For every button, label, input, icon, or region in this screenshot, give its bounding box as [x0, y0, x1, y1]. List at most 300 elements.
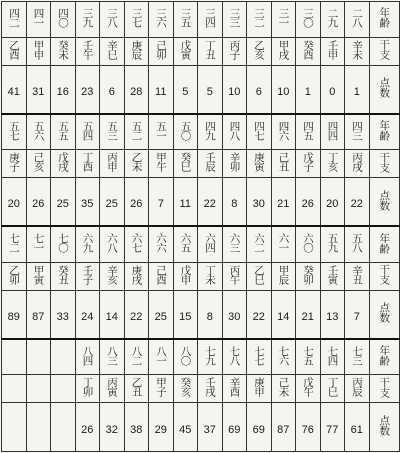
kanshi-cell: [247, 375, 272, 403]
kanshi-value: 壬申: [326, 39, 339, 59]
score-cell: [173, 65, 198, 114]
kanshi-value: 丁亥: [326, 152, 339, 172]
age-cell: [51, 2, 76, 38]
age-cell: [124, 226, 149, 262]
score-value: 38: [130, 423, 143, 436]
age-cell: [247, 2, 272, 38]
kanshi-cell: [149, 150, 174, 178]
score-value: 8: [206, 310, 213, 323]
age-value: 五九: [326, 233, 339, 253]
score-cell: [320, 178, 345, 227]
row-label-cell: [369, 114, 399, 150]
age-value: 五三: [106, 120, 118, 140]
age-cell: [271, 339, 296, 375]
kanshi-cell: [149, 262, 174, 290]
age-value: 三六: [155, 7, 167, 27]
kanshi-value: 壬辰: [204, 152, 216, 172]
kanshi-cell: [149, 37, 174, 65]
age-value: 七六: [277, 345, 290, 365]
kanshi-cell: [51, 150, 76, 178]
row-label-cell: [369, 178, 399, 227]
kanshi-cell: [198, 37, 223, 65]
score-cell: [271, 178, 296, 227]
age-value: 三七: [130, 7, 143, 27]
kanshi-value: 丁未: [204, 264, 216, 284]
kanshi-cell: [149, 375, 174, 403]
age-cell: [198, 226, 223, 262]
score-cell: [51, 178, 76, 227]
kanshi-value: 甲午: [155, 152, 167, 172]
kanshi-value: 丙子: [228, 39, 241, 59]
score-value: 22: [130, 310, 143, 323]
score-cell: [124, 65, 149, 114]
score-value: 1: [353, 85, 360, 98]
score-cell: [198, 178, 223, 227]
age-value: 四四: [326, 120, 339, 140]
kanshi-cell: [271, 262, 296, 290]
section-1-kanshi-row: [2, 37, 400, 65]
age-value: 六〇: [302, 233, 314, 253]
age-value: 四八: [228, 120, 241, 140]
age-cell: [271, 226, 296, 262]
kanshi-cell: [124, 37, 149, 65]
kanshi-cell: [173, 375, 198, 403]
age-cell: [75, 226, 100, 262]
score-value: 28: [130, 85, 143, 98]
age-cell: [320, 2, 345, 38]
age-value: 三〇: [302, 7, 314, 27]
score-value: 69: [228, 423, 241, 436]
kanshi-value: 乙卯: [8, 264, 20, 284]
kanshi-value: 甲戌: [277, 39, 290, 59]
empty-cell: [51, 403, 76, 452]
score-cell: [75, 290, 100, 339]
kanshi-cell: [320, 150, 345, 178]
age-cell: [51, 226, 76, 262]
score-value: 14: [105, 310, 118, 323]
kanshi-cell: [51, 262, 76, 290]
kanshi-value: 甲寅: [32, 264, 45, 284]
age-value: 六二: [253, 233, 265, 253]
score-cell: [222, 65, 247, 114]
age-cell: [100, 2, 125, 38]
score-cell: [247, 65, 272, 114]
score-value: 1: [304, 85, 311, 98]
score-value: 61: [350, 423, 363, 436]
row-label-age: 年齢: [378, 345, 391, 367]
age-cell: [26, 226, 51, 262]
age-cell: [75, 339, 100, 375]
score-value: 5: [182, 85, 189, 98]
kanshi-value: 癸丑: [57, 264, 69, 284]
score-cell: [100, 290, 125, 339]
score-cell: [345, 65, 370, 114]
age-cell: [222, 339, 247, 375]
age-value: 四七: [253, 120, 265, 140]
kanshi-value: 癸酉: [302, 39, 314, 59]
kanshi-cell: [247, 262, 272, 290]
kanshi-value: 乙丑: [130, 377, 143, 397]
kanshi-value: 己未: [277, 377, 290, 397]
kanshi-value: 戊戌: [57, 152, 69, 172]
kanshi-value: 癸巳: [179, 152, 192, 172]
age-value: 四〇: [57, 7, 69, 27]
row-label-score: 点数: [378, 302, 391, 324]
kanshi-value: 戊子: [302, 152, 314, 172]
age-cell: [149, 226, 174, 262]
age-cell: [124, 2, 149, 38]
kanshi-value: 辛丑: [351, 264, 363, 284]
row-label-cell: [369, 37, 399, 65]
empty-cell: [26, 403, 51, 452]
age-value: 四二: [8, 7, 20, 27]
row-label-cell: [369, 339, 399, 375]
score-value: 29: [154, 423, 167, 436]
score-cell: [296, 178, 321, 227]
score-value: 6: [108, 85, 115, 98]
age-value: 六八: [106, 233, 118, 253]
kanshi-cell: [100, 150, 125, 178]
kanshi-value: 壬戌: [204, 377, 216, 397]
kanshi-cell: [345, 150, 370, 178]
row-label-score: 点数: [378, 77, 391, 99]
age-cell: [26, 2, 51, 38]
kanshi-value: 壬寅: [326, 264, 339, 284]
score-value: 11: [179, 198, 191, 211]
score-value: 37: [203, 423, 216, 436]
row-label-cell: [369, 375, 399, 403]
age-value: 四九: [204, 120, 216, 140]
kanshi-cell: [222, 150, 247, 178]
empty-cell: [51, 375, 76, 403]
score-cell: [124, 290, 149, 339]
kanshi-cell: [222, 262, 247, 290]
age-cell: [2, 114, 27, 150]
kanshi-cell: [75, 150, 100, 178]
age-cell: [247, 114, 272, 150]
kanshi-value: 壬午: [81, 39, 94, 59]
score-value: 30: [252, 198, 265, 211]
kanshi-value: 乙未: [130, 152, 143, 172]
score-value: 45: [179, 423, 192, 436]
age-value: 七九: [204, 345, 216, 365]
kanshi-cell: [75, 262, 100, 290]
age-cell: [124, 339, 149, 375]
kanshi-value: 乙酉: [8, 39, 20, 59]
score-value: 89: [7, 310, 20, 323]
age-value: 七〇: [57, 233, 69, 253]
age-value: 二九: [326, 7, 339, 27]
age-value: 七八: [228, 345, 241, 365]
kanshi-cell: [2, 262, 27, 290]
age-value: 三二: [253, 7, 265, 27]
kanshi-cell: [124, 150, 149, 178]
age-value: 三一: [277, 7, 290, 27]
age-value: 四一: [32, 7, 45, 27]
kanshi-value: 乙巳: [253, 264, 265, 284]
score-cell: [75, 65, 100, 114]
age-value: 七三: [351, 345, 363, 365]
score-value: 26: [130, 198, 143, 211]
age-cell: [100, 226, 125, 262]
score-value: 26: [32, 198, 45, 211]
age-cell: [100, 339, 125, 375]
score-value: 20: [7, 198, 20, 211]
kanshi-value: 壬子: [81, 264, 94, 284]
kanshi-value: 己酉: [155, 264, 167, 284]
row-label-score: 点数: [378, 189, 391, 211]
age-cell: [75, 114, 100, 150]
kanshi-cell: [247, 150, 272, 178]
kanshi-value: 丁卯: [81, 377, 94, 397]
age-cell: [271, 114, 296, 150]
empty-cell: [26, 375, 51, 403]
kanshi-cell: [198, 150, 223, 178]
kanshi-cell: [198, 375, 223, 403]
kanshi-cell: [320, 37, 345, 65]
age-cell: [2, 226, 27, 262]
score-value: 5: [206, 85, 213, 98]
kanshi-cell: [26, 150, 51, 178]
age-cell: [198, 114, 223, 150]
kanshi-cell: [296, 375, 321, 403]
age-cell: [149, 339, 174, 375]
age-value: 四五: [302, 120, 314, 140]
score-cell: [247, 403, 272, 452]
kanshi-cell: [345, 37, 370, 65]
score-cell: [222, 178, 247, 227]
section-2-ages-row: [2, 114, 400, 150]
age-cell: [296, 226, 321, 262]
section-4-ages-row: [2, 339, 400, 375]
score-cell: [100, 65, 125, 114]
kanshi-value: 丙午: [228, 264, 241, 284]
kanshi-cell: [198, 262, 223, 290]
age-cell: [222, 2, 247, 38]
age-cell: [100, 114, 125, 150]
kanshi-cell: [100, 375, 125, 403]
score-value: 25: [56, 198, 69, 211]
score-cell: [100, 403, 125, 452]
age-value: 八四: [81, 345, 94, 365]
row-label-score: 点数: [378, 415, 391, 437]
kanshi-cell: [271, 37, 296, 65]
kanshi-value: 甲子: [155, 377, 167, 397]
age-cell: [75, 2, 100, 38]
age-value: 七七: [253, 345, 265, 365]
score-cell: [149, 290, 174, 339]
age-value: 六四: [204, 233, 216, 253]
age-cell: [345, 339, 370, 375]
age-cell: [198, 339, 223, 375]
kanshi-cell: [320, 262, 345, 290]
age-value: 八〇: [179, 345, 192, 365]
age-value: 二八: [351, 7, 363, 27]
score-cell: [2, 65, 27, 114]
score-cell: [222, 403, 247, 452]
age-cell: [296, 114, 321, 150]
kanshi-value: 丙戌: [351, 152, 363, 172]
age-cell: [222, 114, 247, 150]
score-cell: [198, 403, 223, 452]
kanshi-cell: [51, 37, 76, 65]
score-cell: [296, 65, 321, 114]
kanshi-value: 乙亥: [253, 39, 265, 59]
section-2-kanshi-row: [2, 150, 400, 178]
age-cell: [271, 2, 296, 38]
score-cell: [296, 403, 321, 452]
score-value: 24: [81, 310, 94, 323]
age-value: 三三: [228, 7, 241, 27]
row-label-cell: [369, 262, 399, 290]
kanshi-value: 辛亥: [106, 264, 118, 284]
score-cell: [2, 178, 27, 227]
score-value: 7: [353, 310, 360, 323]
score-value: 6: [255, 85, 262, 98]
age-cell: [296, 339, 321, 375]
row-label-cell: [369, 150, 399, 178]
kanshi-value: 辛未: [351, 39, 363, 59]
score-value: 15: [179, 310, 192, 323]
age-value: 五五: [57, 120, 69, 140]
row-label-cell: [369, 403, 399, 452]
score-value: 23: [81, 85, 94, 98]
age-value: 五六: [32, 120, 45, 140]
kanshi-value: 戊午: [302, 377, 314, 397]
kanshi-value: 己丑: [277, 152, 290, 172]
score-cell: [149, 403, 174, 452]
score-value: 87: [277, 423, 290, 436]
score-cell: [173, 290, 198, 339]
kanshi-value: 癸卯: [302, 264, 314, 284]
score-cell: [320, 290, 345, 339]
age-cell: [149, 2, 174, 38]
score-cell: [271, 403, 296, 452]
age-value: 六六: [155, 233, 167, 253]
age-cell: [296, 2, 321, 38]
score-value: 30: [228, 310, 241, 323]
score-value: 35: [81, 198, 94, 211]
kanshi-cell: [345, 375, 370, 403]
score-value: 10: [277, 85, 290, 98]
age-cell: [173, 339, 198, 375]
row-label-cell: [369, 2, 399, 38]
score-value: 13: [326, 310, 339, 323]
row-label-kanshi: 干支: [378, 151, 391, 173]
kanshi-value: 辛酉: [228, 377, 241, 397]
score-cell: [51, 290, 76, 339]
kanshi-value: 戊寅: [179, 39, 192, 59]
score-cell: [75, 403, 100, 452]
age-cell: [173, 114, 198, 150]
kanshi-value: 辛巳: [106, 39, 118, 59]
kanshi-value: 庚戌: [130, 264, 143, 284]
section-2-scores-row: [2, 178, 400, 227]
score-value: 32: [105, 423, 118, 436]
score-cell: [345, 178, 370, 227]
kanshi-cell: [100, 37, 125, 65]
kanshi-cell: [124, 375, 149, 403]
kanshi-cell: [2, 37, 27, 65]
age-cell: [2, 2, 27, 38]
kanshi-value: 庚辰: [130, 39, 143, 59]
kanshi-value: 丁巳: [326, 377, 339, 397]
age-cell: [149, 114, 174, 150]
age-value: 七一: [32, 233, 45, 253]
score-value: 21: [277, 198, 290, 211]
kanshi-value: 丙辰: [351, 377, 363, 397]
kanshi-cell: [222, 375, 247, 403]
empty-cell: [2, 375, 27, 403]
section-1-ages-row: [2, 2, 400, 38]
age-cell: [173, 226, 198, 262]
age-cell: [222, 226, 247, 262]
row-label-cell: [369, 290, 399, 339]
kanshi-cell: [296, 150, 321, 178]
age-value: 六三: [228, 233, 241, 253]
score-value: 22: [252, 310, 265, 323]
section-1-scores-row: [2, 65, 400, 114]
score-cell: [198, 65, 223, 114]
age-value: 七二: [8, 233, 20, 253]
age-value: 五七: [8, 120, 20, 140]
age-cell: [173, 2, 198, 38]
age-cell: [51, 114, 76, 150]
age-cell: [26, 114, 51, 150]
section-4-scores-row: [2, 403, 400, 452]
age-cell: [345, 226, 370, 262]
score-value: 69: [252, 423, 265, 436]
section-4-kanshi-row: [2, 375, 400, 403]
kanshi-cell: [271, 375, 296, 403]
age-value: 六五: [179, 233, 192, 253]
score-cell: [296, 290, 321, 339]
score-value: 26: [81, 423, 94, 436]
kanshi-cell: [296, 262, 321, 290]
age-cell: [247, 226, 272, 262]
score-value: 10: [228, 85, 241, 98]
age-value: 五〇: [179, 120, 192, 140]
score-cell: [173, 178, 198, 227]
age-value: 五二: [130, 120, 143, 140]
score-value: 14: [277, 310, 290, 323]
score-value: 87: [32, 310, 45, 323]
score-cell: [26, 65, 51, 114]
score-cell: [271, 290, 296, 339]
section-3-scores-row: [2, 290, 400, 339]
kanshi-value: 丙寅: [106, 377, 118, 397]
kanshi-value: 丙申: [106, 152, 118, 172]
score-value: 16: [56, 85, 69, 98]
age-cell: [247, 339, 272, 375]
row-label-kanshi: 干支: [378, 39, 391, 61]
score-cell: [51, 65, 76, 114]
kanshi-cell: [26, 37, 51, 65]
score-cell: [320, 65, 345, 114]
age-value: 六七: [130, 233, 143, 253]
score-cell: [149, 65, 174, 114]
row-label-kanshi: 干支: [378, 264, 391, 286]
age-value: 七四: [326, 345, 339, 365]
kanshi-value: 庚子: [8, 152, 20, 172]
age-cell: [345, 114, 370, 150]
age-value: 八二: [130, 345, 143, 365]
row-label-age: 年齢: [378, 232, 391, 254]
score-cell: [198, 290, 223, 339]
kanshi-value: 辛卯: [228, 152, 241, 172]
kanshi-cell: [124, 262, 149, 290]
kanshi-value: 癸亥: [179, 377, 192, 397]
